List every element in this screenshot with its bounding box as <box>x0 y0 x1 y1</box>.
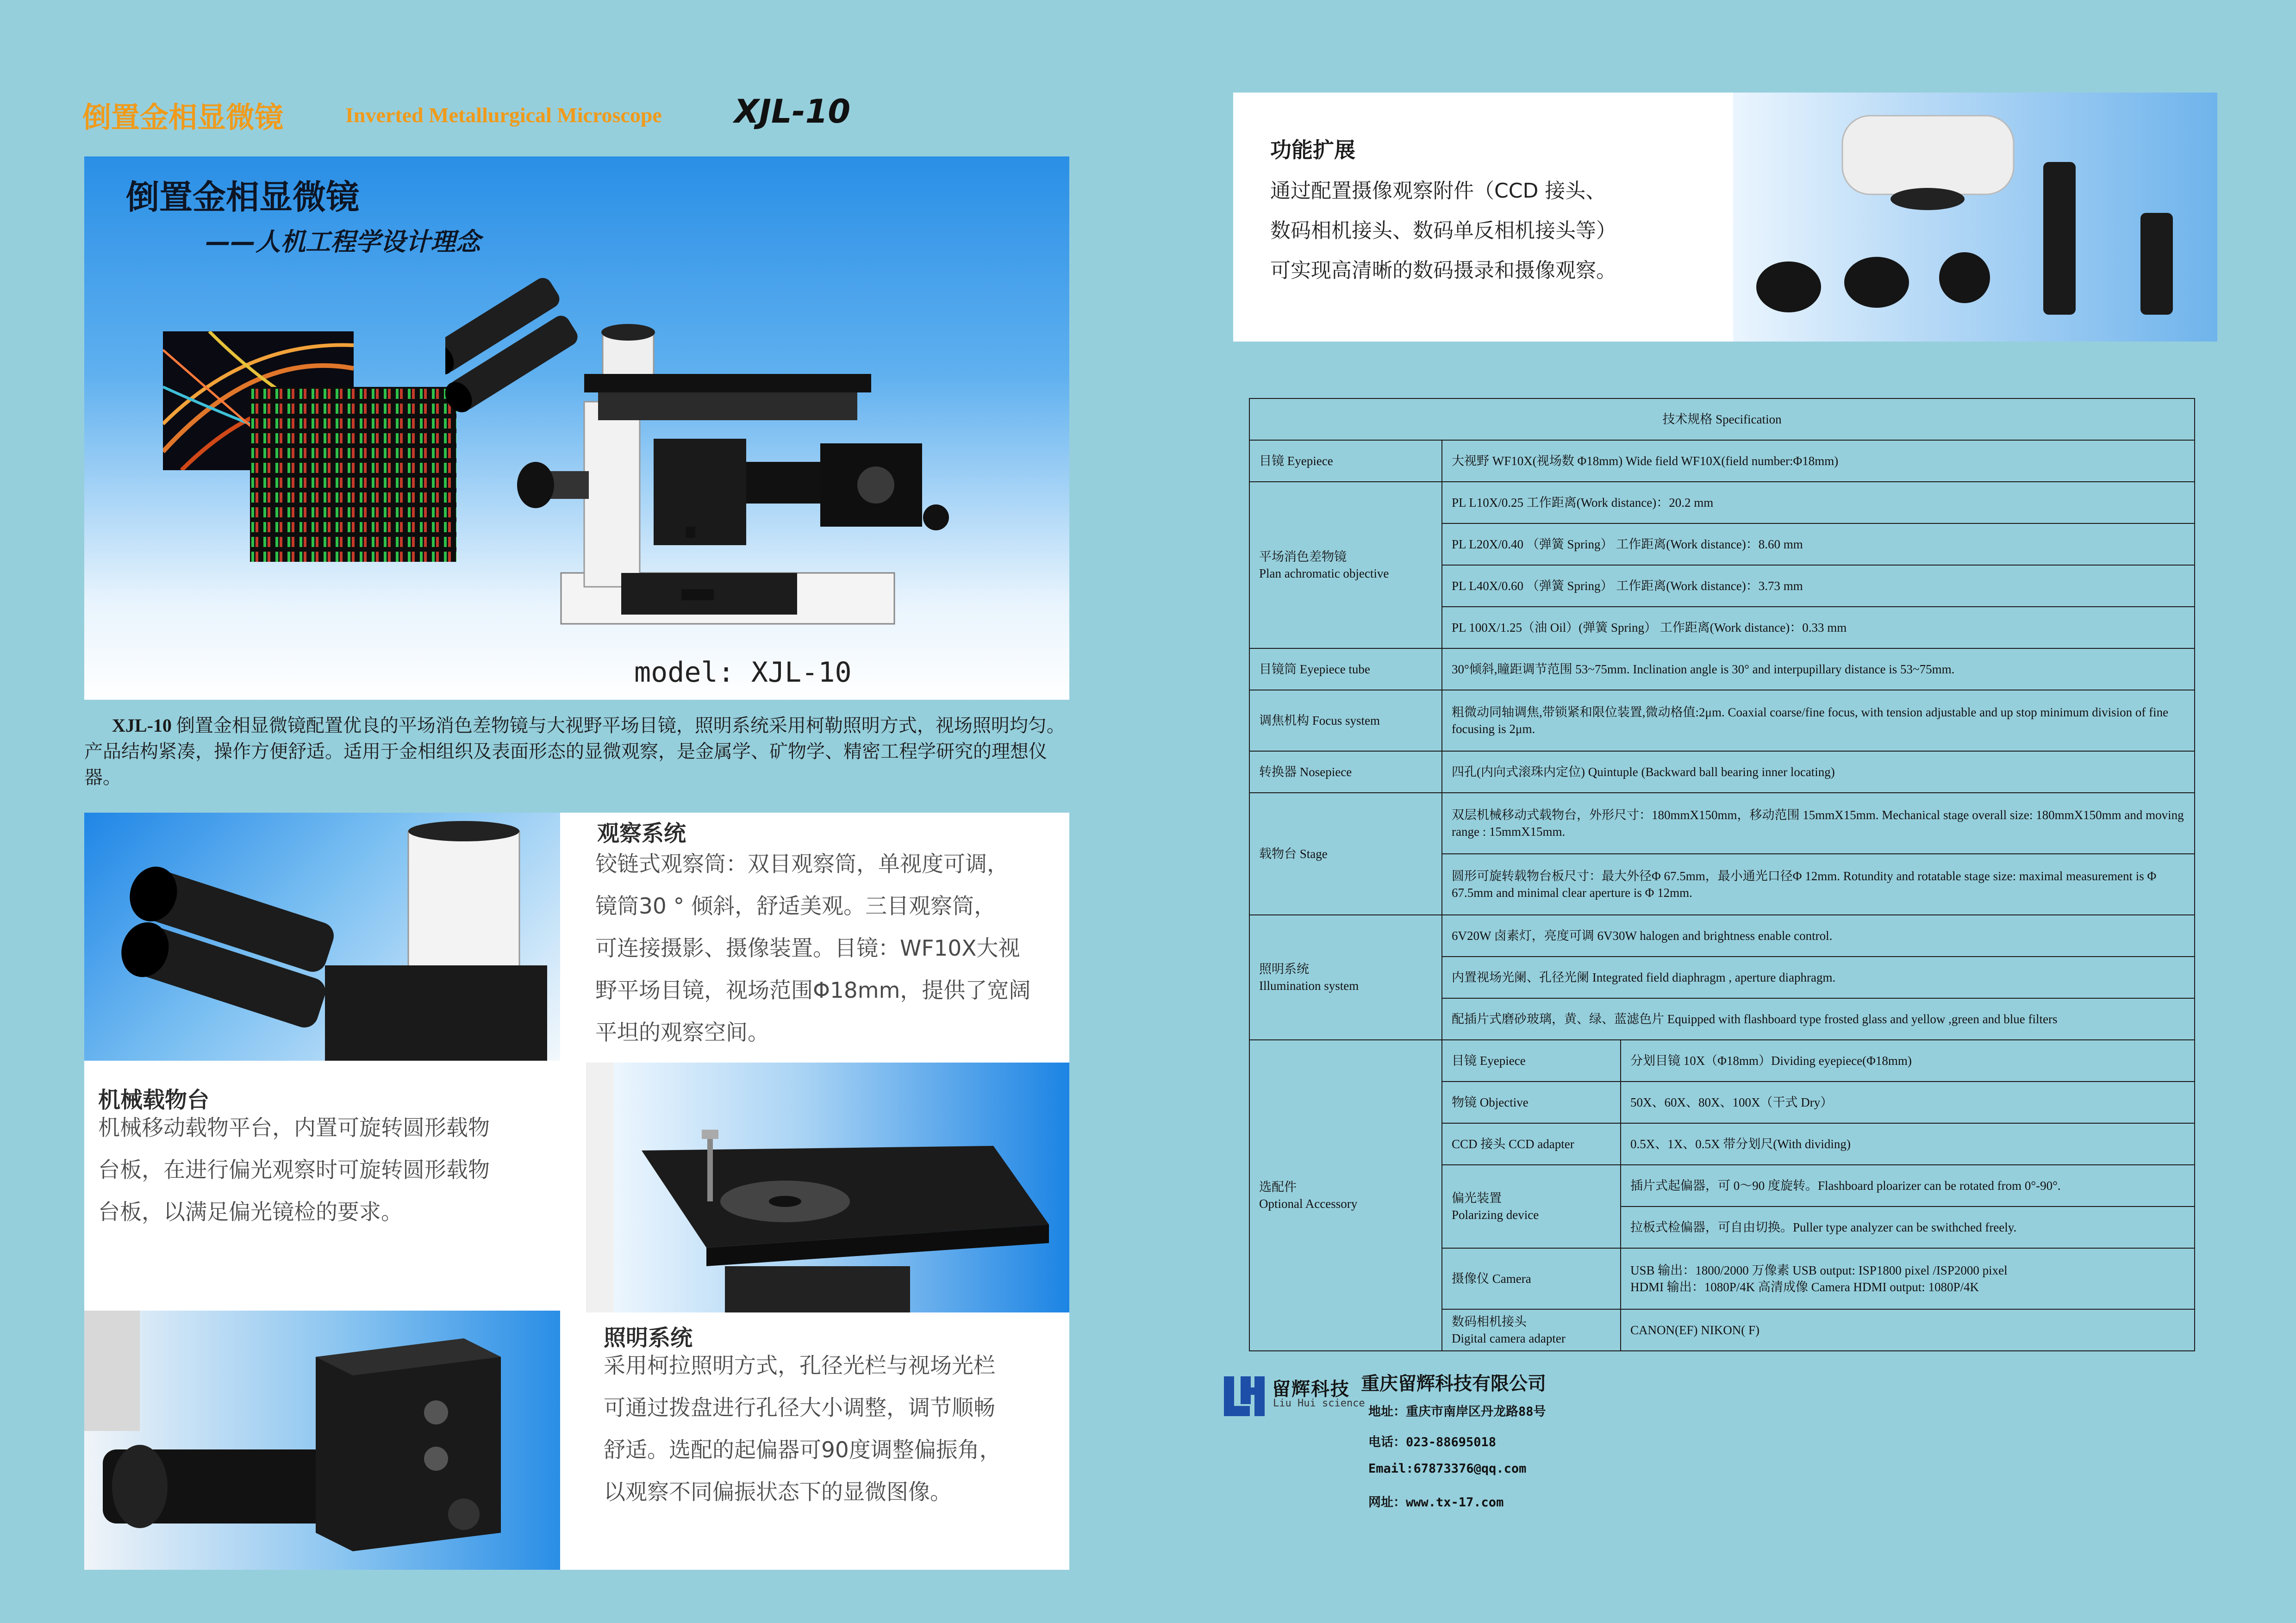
spec-title: 技术规格 Specification <box>1249 398 2195 440</box>
accessory-label <box>1442 1309 1621 1351</box>
spec-label: 载物台 Stage <box>1249 793 1442 915</box>
spec-label: 目镜筒 Eyepiece tube <box>1249 648 1442 690</box>
illum-label-en: Illumination system <box>1259 979 1359 993</box>
illumination-line: 采用柯拉照明方式，孔径光栏与视场光栏 <box>604 1353 995 1379</box>
accessories-photo <box>1733 93 2217 342</box>
accessory-value: 分划目镜 10X（Φ18mm）Dividing eyepiece(Φ18mm) <box>1621 1040 2195 1082</box>
accessory-label: CCD 接头 CCD adapter <box>1442 1123 1621 1165</box>
illumination-text <box>604 1345 1001 1513</box>
accessory-value: 0.5X、1X、0.5X 带分划尺(With dividing) <box>1621 1123 2195 1165</box>
company-email: Email:67873376@qq.com <box>1368 1461 1527 1476</box>
table-row <box>1249 440 2195 482</box>
function-line: 数码相机接头、数码单反相机接头等） <box>1270 219 1616 243</box>
hero-banner <box>84 156 1069 700</box>
company-logo <box>1222 1374 1267 1420</box>
spec-label <box>1249 1040 1442 1351</box>
hero-title: 倒置金相显微镜 <box>126 178 360 217</box>
illumination-photo <box>84 1311 560 1570</box>
table-row <box>1249 793 2195 854</box>
spec-value: 四孔(内向式滚珠内定位) Quintuple (Backward ball bearing inner locating) <box>1442 751 2195 793</box>
table-row <box>1249 915 2195 957</box>
observation-line: 镜筒30 ° 倾斜，舒适美观。三目观察筒， <box>595 894 996 919</box>
spec-value: 配插片式磨砂玻璃，黄、绿、蓝滤色片 Equipped with flashboard type frosted glass and yellow ,green and blue filters <box>1442 998 2195 1040</box>
company-brand: 留辉科技 <box>1272 1378 1350 1400</box>
spec-value: 粗微动同轴调焦,带锁紧和限位装置,微动格值:2μm. Coaxial coarse/fine focus, with tension adjustable and up stop minimum division of fine focusing is 2μm. <box>1442 690 2195 751</box>
spec-label <box>1249 915 1442 1040</box>
description-text: 倒置金相显微镜配置优良的平场消色差物镜与大视野平场目镜，照明系统采用柯勒照明方式，视场照明均匀。产品结构紧凑，操作方便舒适。适用于金相组织及表面形态的显微观察，是金属学、矿物学、精密工程学研究的理想仪器。 <box>84 715 1065 788</box>
accessory-label: 目镜 Eyepiece <box>1442 1040 1621 1082</box>
accessory-value: 50X、60X、80X、100X（干式 Dry） <box>1621 1082 2195 1123</box>
observation-line: 野平场目镜，视场范围Φ18mm，提供了宽阔 <box>595 978 1031 1003</box>
accessory-label: 物镜 Objective <box>1442 1082 1621 1123</box>
illumination-line: 以观察不同偏振状态下的显微图像。 <box>604 1480 952 1505</box>
camera-adapter-label-cn: 数码相机接头 <box>1452 1315 1527 1329</box>
company-info <box>1222 1369 1685 1517</box>
spec-label <box>1249 482 1442 648</box>
spec-value: PL L10X/0.25 工作距离(Work distance)：20.2 mm <box>1442 482 2195 523</box>
model-number: XJL-10 <box>734 93 851 131</box>
function-line: 可实现高清晰的数码摄录和摄像观察。 <box>1270 259 1616 282</box>
accessory-label <box>1442 1165 1621 1248</box>
illumination-line: 可通过拨盘进行孔径大小调整，调节顺畅 <box>604 1395 995 1421</box>
spec-value: PL L20X/0.40 （弹簧 Spring） 工作距离(Work distance)：8.60 mm <box>1442 523 2195 565</box>
stage-title: 机械载物台 <box>98 1087 210 1113</box>
stage-line: 机械移动载物平台，内置可旋转圆形载物 <box>98 1115 490 1141</box>
hero-subtitle: ——人机工程学设计理念 <box>206 227 480 256</box>
table-row <box>1249 751 2195 793</box>
observation-text <box>595 843 1030 1054</box>
camera-line: USB 输出：1800/2000 万像素 USB output: ISP1800 pixel /ISP2000 pixel <box>1630 1263 2008 1277</box>
spec-value: 双层机械移动式载物台，外形尺寸：180mmX150mm，移动范围 15mmX15mm. Mechanical stage overall size: 180mmX150mm and moving range : 15mmX15mm. <box>1442 793 2195 854</box>
accessory-value <box>1621 1248 2195 1309</box>
stage-photo <box>586 1063 1069 1312</box>
objective-label-en: Plan achromatic objective <box>1259 566 1389 580</box>
table-row <box>1249 648 2195 690</box>
stage-text <box>98 1107 490 1233</box>
observation-photo <box>84 813 560 1061</box>
spec-value: 圆形可旋转载物台板尺寸：最大外径Φ 67.5mm，最小通光口径Φ 12mm. Rotundity and rotatable stage size: maximal measurement is Φ 67.5mm and minimal clear aperture is Φ 12mm. <box>1442 854 2195 915</box>
function-line: 通过配置摄像观察附件（CCD 接头、 <box>1270 179 1606 203</box>
product-description <box>84 713 1069 790</box>
polarizer-label-cn: 偏光装置 <box>1452 1191 1502 1205</box>
observation-line: 可连接摄影、摄像装置。目镜：WF10X大视 <box>595 936 1020 961</box>
stage-line: 台板，以满足偏光镜检的要求。 <box>98 1200 403 1225</box>
accessory-label-en: Optional Accessory <box>1259 1197 1358 1211</box>
feature-panel <box>84 813 1069 1570</box>
spec-value: PL 100X/1.25（油 Oil）(弹簧 Spring） 工作距离(Work distance)：0.33 mm <box>1442 607 2195 648</box>
spec-value: PL L40X/0.60 （弹簧 Spring） 工作距离(Work distance)：3.73 mm <box>1442 565 2195 607</box>
accessory-label: 摄像仪 Camera <box>1442 1248 1621 1309</box>
spec-value: 内置视场光阑、孔径光阑 Integrated field diaphragm , aperture diaphragm. <box>1442 957 2195 998</box>
observation-line: 平坦的观察空间。 <box>595 1020 769 1045</box>
spec-value: 30°倾斜,瞳距调节范围 53~75mm. Inclination angle is 30° and interpupillary distance is 53~75mm. <box>1442 648 2195 690</box>
hero-caption: model: XJL-10 <box>634 656 852 689</box>
stage-line: 台板，在进行偏光观察时可旋转圆形载物 <box>98 1157 490 1183</box>
spec-label: 调焦机构 Focus system <box>1249 690 1442 751</box>
spec-table <box>1249 398 2195 1351</box>
table-row <box>1249 482 2195 523</box>
table-row <box>1249 690 2195 751</box>
title-en: Inverted Metallurgical Microscope <box>345 103 662 127</box>
spec-label: 目镜 Eyepiece <box>1249 440 1442 482</box>
observation-line: 铰链式观察筒：双目观察筒，单视度可调， <box>595 852 1009 877</box>
company-address: 地址：重庆市南岸区丹龙路88号 <box>1368 1405 1546 1419</box>
spec-label: 转换器 Nosepiece <box>1249 751 1442 793</box>
observation-title: 观察系统 <box>597 821 686 846</box>
illumination-line: 舒适。选配的起偏器可90度调整偏振角， <box>604 1437 1001 1463</box>
table-row <box>1249 1040 2195 1082</box>
objective-label-cn: 平场消色差物镜 <box>1259 550 1347 564</box>
illumination-title: 照明系统 <box>604 1325 693 1351</box>
company-name: 重庆留辉科技有限公司 <box>1361 1373 1546 1394</box>
page-header <box>82 91 962 132</box>
chip-sample-image <box>250 387 456 562</box>
company-brand-en: Liu Hui science <box>1273 1398 1365 1409</box>
microscope-image <box>445 240 1010 647</box>
title-cn: 倒置金相显微镜 <box>82 100 284 134</box>
accessory-value: 拉板式检偏器，可自由切换。Puller type analyzer can be swithched freely. <box>1621 1206 2195 1248</box>
function-extension-box <box>1233 93 2217 342</box>
company-website: 网址：www.tx-17.com <box>1368 1495 1504 1510</box>
accessory-value: 插片式起偏器，可 0～90 度旋转。Flashboard ploarizer can be rotated from 0°-90°. <box>1621 1165 2195 1206</box>
spec-value: 大视野 WF10X(视场数 Φ18mm) Wide field WF10X(field number:Φ18mm) <box>1442 440 2195 482</box>
illum-label-cn: 照明系统 <box>1259 962 1309 976</box>
function-title: 功能扩展 <box>1270 137 1355 162</box>
accessory-value: CANON(EF) NIKON( F) <box>1621 1309 2195 1351</box>
accessory-label-cn: 选配件 <box>1259 1180 1297 1194</box>
polarizer-label-en: Polarizing device <box>1452 1208 1539 1222</box>
camera-line: HDMI 输出：1080P/4K 高清成像 Camera HDMI output: 1080P/4K <box>1630 1280 1979 1294</box>
camera-adapter-label-en: Digital camera adapter <box>1452 1331 1566 1345</box>
company-phone: 电话：023-88695018 <box>1368 1435 1497 1449</box>
spec-value: 6V20W 卤素灯，亮度可调 6V30W halogen and brightness enable control. <box>1442 915 2195 957</box>
description-model: XJL-10 <box>112 715 172 736</box>
